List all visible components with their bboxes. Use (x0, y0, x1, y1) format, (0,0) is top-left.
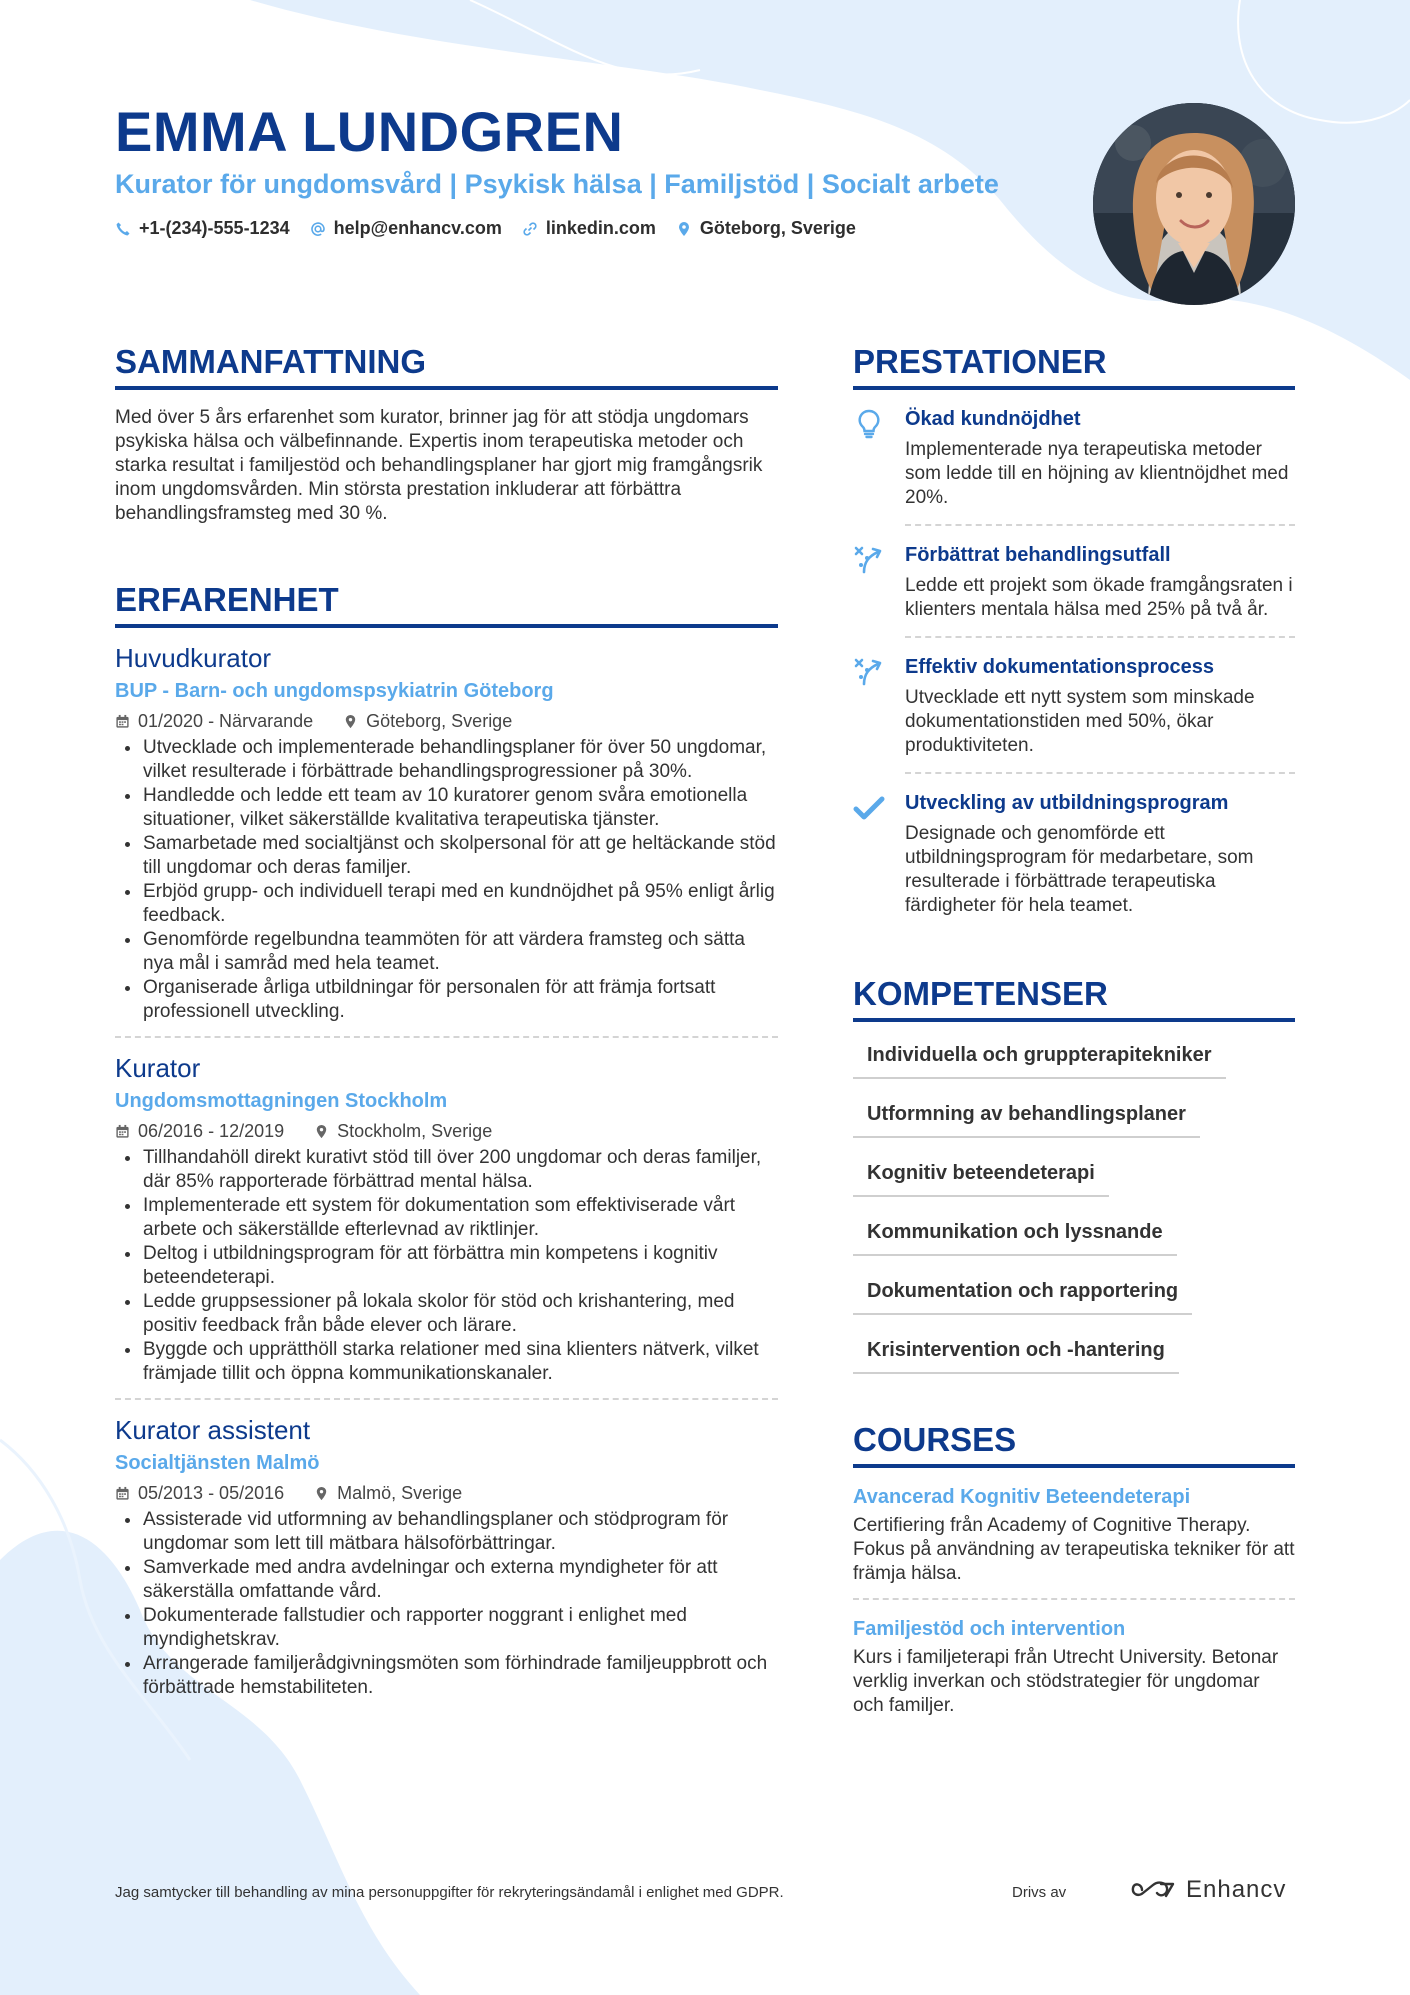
skill-tag: Kommunikation och lyssnande (853, 1213, 1177, 1256)
course-item (853, 1484, 1295, 1600)
job-dates: 01/2020 - Närvarande (138, 711, 314, 731)
list-item: Genomförde regelbundna teammöten för att värdera framsteg och sätta nya mål i samråd med hela teamet. (115, 928, 778, 976)
right-column (853, 342, 1295, 1718)
achievement-title: Effektiv dokumentationsprocess (905, 656, 1214, 678)
contact-location (676, 218, 856, 239)
list-item: Ledde gruppsessioner på lokala skolor för stöd och krishantering, med positiv feedback från både elever och lärare. (115, 1290, 778, 1338)
contact-linkedin[interactable] (522, 218, 656, 239)
course-title: Avancerad Kognitiv Beteendeterapi (853, 1486, 1191, 1508)
enhancv-logo[interactable] (1130, 1876, 1286, 1904)
skills-list (853, 1036, 1295, 1390)
course-desc: Certifiering från Academy of Cognitive Therapy. Fokus på användning av terapeutiska tekniker för att främja hälsa. (853, 1515, 1295, 1584)
divider (115, 1398, 778, 1400)
contact-phone[interactable] (115, 218, 290, 239)
list-item: Deltog i utbildningsprogram för att förbättra min kompetens i kognitiv beteendeterapi. (115, 1242, 778, 1290)
list-item: Arrangerade familjerådgivningsmöten som förhindrade familjeuppbrott och förbättrade hemstabiliteten. (115, 1652, 778, 1700)
course-item (853, 1616, 1295, 1718)
left-column (115, 342, 778, 1700)
job-dates: 05/2013 - 05/2016 (138, 1483, 285, 1503)
checkmark-icon (853, 790, 885, 918)
phone-text: +1-(234)-555-1234 (139, 218, 290, 238)
achievement-title: Ökad kundnöjdhet (905, 408, 1081, 430)
job-location: Malmö, Sverige (337, 1483, 463, 1503)
achievement-item (853, 774, 1295, 932)
achievements-title: PRESTATIONER (853, 342, 1295, 390)
job-location: Göteborg, Sverige (366, 711, 513, 731)
job-role: Kurator assistent (115, 1415, 311, 1445)
candidate-name: EMMA LUNDGREN (115, 100, 624, 163)
email-text: help@enhancv.com (333, 218, 502, 238)
strategy-icon (853, 654, 885, 758)
calendar-icon (115, 1124, 130, 1139)
summary-title: SAMMANFATTNING (115, 342, 778, 390)
summary-text: Med över 5 års erfarenhet som kurator, brinner jag för att stödja ungdomars psykiska hälsa och välbefinnande. Expertis inom terapeutiska metoder och starka resultat i familjestöd och behandlingsplaner har gjort mig framgångsrik inom ungdomsvården. Min största prestation inkluderar att förbättra behandlingsframsteg med 30 %. (115, 407, 763, 524)
job-bullets (115, 1508, 778, 1700)
skill-tag: Dokumentation och rapportering (853, 1272, 1192, 1315)
job-entry (115, 642, 778, 1038)
achievement-desc: Ledde ett projekt som ökade framgångsraten i klienters mentala hälsa med 25% på två år. (905, 575, 1293, 620)
location-pin-icon (343, 714, 358, 729)
list-item: Utvecklade och implementerade behandlingsplaner för över 50 ungdomar, vilket resulterade i förbättrade behandlingsprogressioner på 30%. (115, 736, 778, 784)
location-pin-icon (314, 1124, 329, 1139)
experience-title: ERFARENHET (115, 580, 778, 628)
list-item: Byggde och upprätthöll starka relationer med sina klienters nätverk, vilket främjade tillit och öppna kommunikationskanaler. (115, 1338, 778, 1386)
job-bullets (115, 736, 778, 1024)
contact-bar (115, 218, 856, 239)
divider (853, 1598, 1295, 1600)
job-company: Ungdomsmottagningen Stockholm (115, 1090, 448, 1112)
job-meta (115, 1120, 778, 1142)
courses-title: COURSES (853, 1420, 1295, 1468)
job-bullets (115, 1146, 778, 1386)
achievement-desc: Designade och genomförde ett utbildningsprogram för medarbetare, som resulterade i förbättrade terapeutiska färdigheter för hela teamet. (905, 823, 1254, 916)
achievement-title: Utveckling av utbildningsprogram (905, 792, 1229, 814)
job-location: Stockholm, Sverige (337, 1121, 493, 1141)
list-item: Organiserade årliga utbildningar för personalen för att främja fortsatt professionell utveckling. (115, 976, 778, 1024)
job-dates: 06/2016 - 12/2019 (138, 1121, 285, 1141)
achievement-item (853, 526, 1295, 636)
skill-tag: Utformning av behandlingsplaner (853, 1095, 1200, 1138)
course-desc: Kurs i familjeterapi från Utrecht University. Betonar verklig inverkan och stödstrategier för ungdomar och familjer. (853, 1647, 1279, 1716)
infinity-logo-icon (1130, 1878, 1176, 1902)
job-company: Socialtjänsten Malmö (115, 1452, 320, 1474)
job-role: Huvudkurator (115, 643, 272, 673)
job-company: BUP - Barn- och ungdomspsykiatrin Göteborg (115, 680, 554, 702)
course-title: Familjestöd och intervention (853, 1618, 1126, 1640)
skills-title: KOMPETENSER (853, 974, 1295, 1022)
job-entry (115, 1052, 778, 1400)
list-item: Samverkade med andra avdelningar och externa myndigheter för att säkerställa omfattande vård. (115, 1556, 778, 1604)
calendar-icon (115, 714, 130, 729)
achievement-desc: Utvecklade ett nytt system som minskade dokumentationstiden med 50%, ökar produktiviteten. (905, 687, 1255, 756)
list-item: Dokumenterade fallstudier och rapporter noggrant i enlighet med myndighetskrav. (115, 1604, 778, 1652)
skill-tag: Krisintervention och -hantering (853, 1331, 1179, 1374)
divider (115, 1036, 778, 1038)
linkedin-text: linkedin.com (545, 218, 656, 238)
achievement-title: Förbättrat behandlingsutfall (905, 544, 1171, 566)
location-pin-icon (676, 221, 692, 237)
profile-photo (1093, 103, 1295, 305)
headline: Kurator för ungdomsvård | Psykisk hälsa | Familjstöd | Socialt arbete (115, 169, 999, 199)
phone-icon (115, 221, 131, 237)
skill-tag: Kognitiv beteendeterapi (853, 1154, 1109, 1197)
at-icon (310, 221, 326, 237)
brand-name: Enhancv (1186, 1876, 1287, 1903)
gdpr-consent: Jag samtycker till behandling av mina personuppgifter för rekryteringsändamål i enlighet med GDPR. (115, 1884, 784, 1901)
achievement-item (853, 390, 1295, 524)
job-role: Kurator (115, 1053, 201, 1083)
list-item: Assisterade vid utformning av behandlingsplaner och stödprogram för ungdomar som lett till mätbara hälsoförbättringar. (115, 1508, 778, 1556)
link-icon (522, 221, 538, 237)
achievement-item (853, 638, 1295, 772)
skill-tag: Individuella och gruppterapitekniker (853, 1036, 1226, 1079)
list-item: Erbjöd grupp- och individuell terapi med en kundnöjdhet på 95% enligt årlig feedback. (115, 880, 778, 928)
calendar-icon (115, 1486, 130, 1501)
location-pin-icon (314, 1486, 329, 1501)
job-meta (115, 710, 778, 732)
job-meta (115, 1482, 778, 1504)
strategy-icon (853, 542, 885, 622)
list-item: Tillhandahöll direkt kurativt stöd till över 200 ungdomar och deras familjer, där 85% rapporterade förbättrad mental hälsa. (115, 1146, 778, 1194)
location-text: Göteborg, Sverige (699, 218, 856, 238)
powered-by: Drivs av (1012, 1884, 1067, 1901)
contact-email[interactable] (310, 218, 502, 239)
job-entry (115, 1414, 778, 1700)
list-item: Samarbetade med socialtjänst och skolpersonal för att ge heltäckande stöd till ungdomar och deras familjer. (115, 832, 778, 880)
list-item: Implementerade ett system för dokumentation som effektiviserade vårt arbete och säkerställde efterlevnad av riktlinjer. (115, 1194, 778, 1242)
lightbulb-icon (853, 406, 885, 510)
list-item: Handledde och ledde ett team av 10 kuratorer genom svåra emotionella situationer, vilket säkerställde kvalitativa terapeutiska tjänster. (115, 784, 778, 832)
achievement-desc: Implementerade nya terapeutiska metoder som ledde till en höjning av klientnöjdhet med 20%. (905, 439, 1289, 508)
